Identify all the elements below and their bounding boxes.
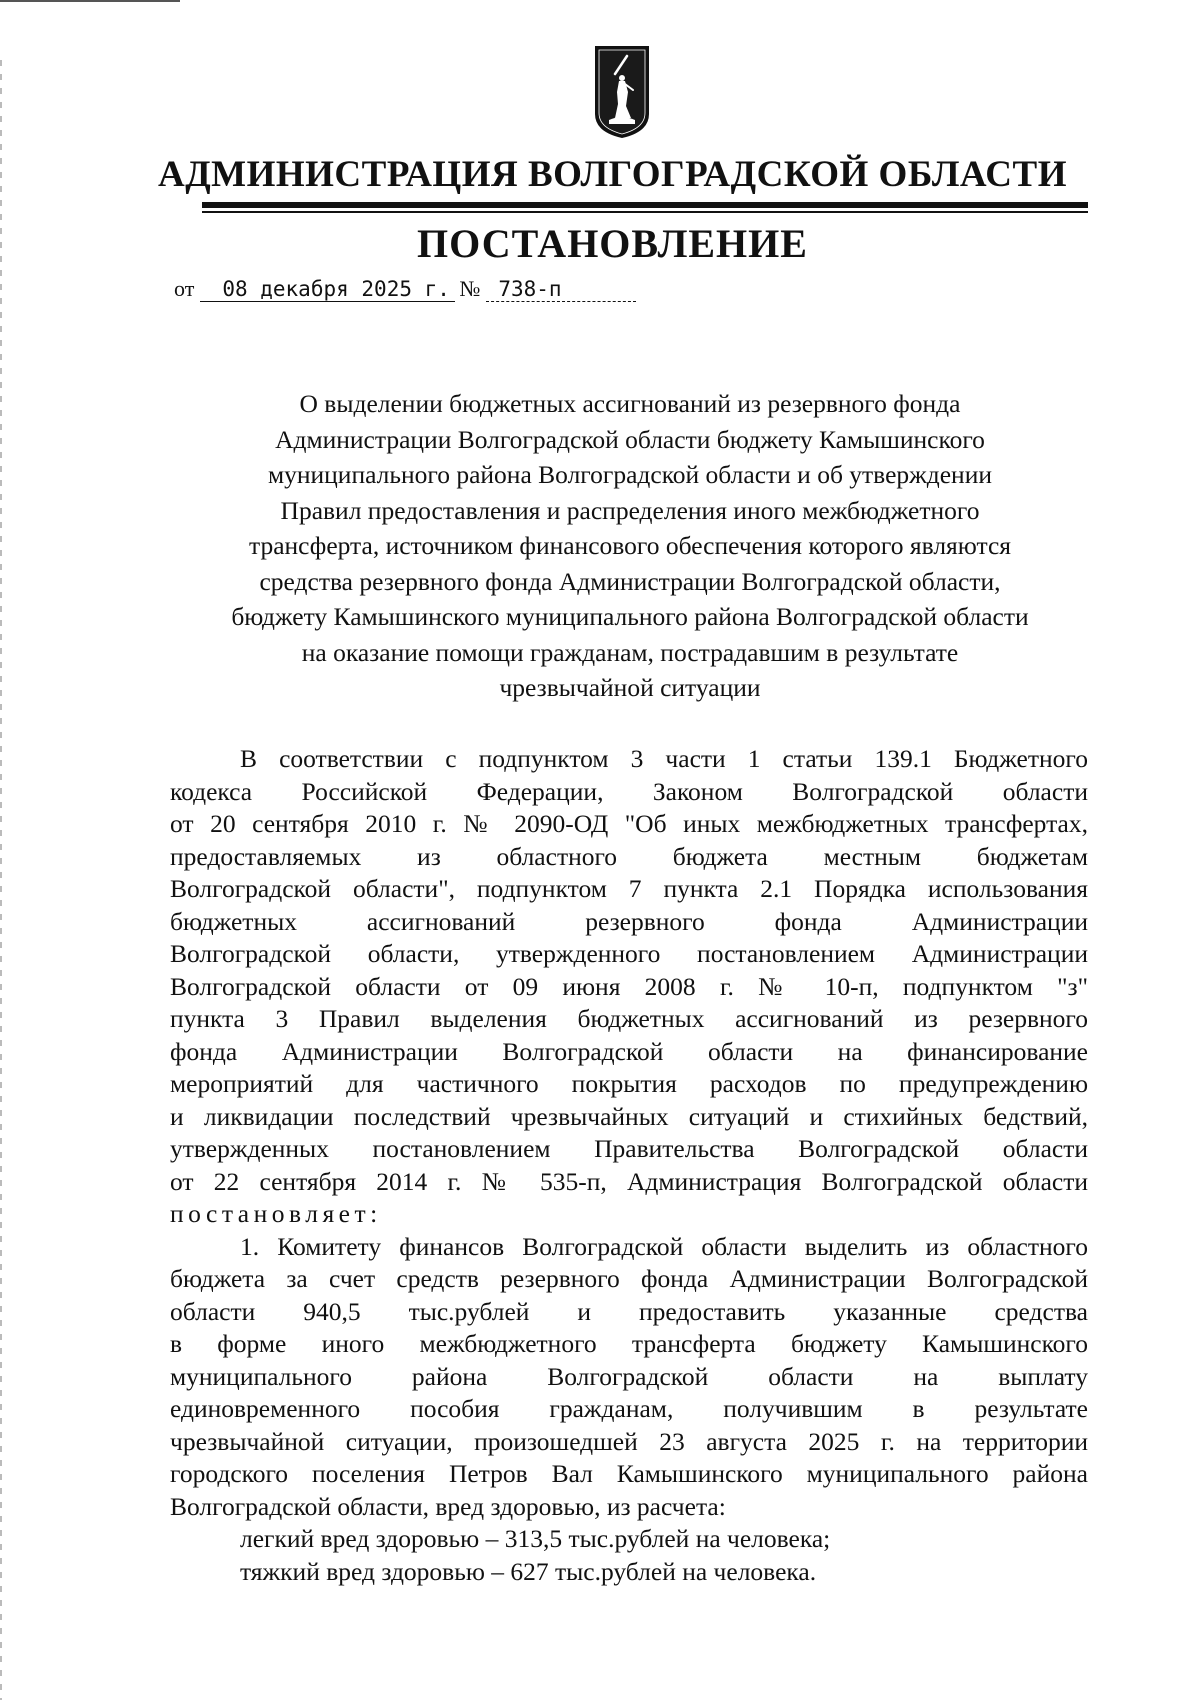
body-line: от 22 сентября 2014 г. № 535-п, Администрация Волгоградской области [170, 1166, 1088, 1196]
document-subject [170, 386, 1070, 706]
body-line: бюджета за счет средств резервного фонда Администрации Волгоградской [170, 1264, 1088, 1293]
document-body [170, 743, 1088, 1588]
scan-artifact-top [0, 0, 180, 2]
body-line: Волгоградской области, утвержденного постановлением Администрации [170, 939, 1088, 968]
header-rule-thin [202, 211, 1088, 213]
body-line: предоставляемых из областного бюджета местным бюджетам [170, 841, 1088, 871]
date-number-line [170, 276, 636, 302]
organization-title: АДМИНИСТРАЦИЯ ВОЛГОГРАДСКОЙ ОБЛАСТИ [157, 154, 1067, 195]
subject-line: бюджету Камышинского муниципального района Волгоградской области [231, 602, 1029, 631]
document-type: ПОСТАНОВЛЕНИЕ [417, 221, 808, 266]
body-line: единовременного пособия гражданам, получившим в результате [170, 1394, 1088, 1423]
body-line: и ликвидации последствий чрезвычайных ситуаций и стихийных бедствий, [170, 1101, 1088, 1131]
body-line: тяжкий вред здоровью – 627 тыс.рублей на человека. [240, 1556, 817, 1586]
body-line: от 20 сентября 2010 г. № 2090-ОД "Об иных межбюджетных трансфертах, [170, 809, 1088, 838]
body-line: в форме иного межбюджетного трансферта бюджету Камышинского [170, 1329, 1088, 1358]
from-label: от [174, 276, 195, 301]
resolves-word: постановляет: [170, 1199, 382, 1228]
subject-line: муниципального района Волгоградской области и об утверждении [267, 460, 992, 489]
body-line: кодекса Российской Федерации, Законом Волгоградской области [170, 776, 1088, 806]
subject-line: чрезвычайной ситуации [499, 673, 761, 702]
body-line: В соответствии с подпунктом 3 части 1 статьи 139.1 Бюджетного [240, 744, 1088, 773]
body-line: Волгоградской области", подпунктом 7 пункта 2.1 Порядка использования [170, 874, 1088, 903]
subject-line: Администрации Волгоградской области бюджету Камышинского [275, 424, 985, 454]
subject-line: О выделении бюджетных ассигнований из резервного фонда [299, 389, 961, 418]
subject-line: на оказание помощи гражданам, пострадавшим в результате [301, 637, 959, 667]
body-line: чрезвычайной ситуации, произошедшей 23 августа 2025 г. на территории [170, 1426, 1088, 1456]
body-line: мероприятий для частичного покрытия расходов по предупреждению [170, 1069, 1088, 1098]
body-line: пункта 3 Правил выделения бюджетных ассигнований из резервного [170, 1004, 1088, 1033]
body-line: легкий вред здоровью – 313,5 тыс.рублей на человека; [240, 1524, 831, 1553]
subject-line: средства резервного фонда Администрации Волгоградской области, [259, 566, 1001, 596]
body-line: Волгоградской области, вред здоровью, из расчета: [170, 1491, 726, 1521]
scan-artifact-left [0, 60, 2, 1700]
body-line: бюджетных ассигнований резервного фонда Администрации [170, 906, 1088, 936]
body-line: утвержденных постановлением Правительства Волгоградской области [170, 1134, 1088, 1163]
body-line: муниципального района Волгоградской области на выплату [170, 1361, 1088, 1391]
subject-line: Правил предоставления и распределения иного межбюджетного [280, 495, 980, 525]
body-line: 1. Комитету финансов Волгоградской области выделить из областного [240, 1231, 1088, 1261]
header-rule-thick [202, 202, 1088, 208]
date-field: 08 декабря 2025 г. [200, 277, 455, 302]
volgograd-motherland-emblem-icon [593, 44, 651, 140]
body-line: Волгоградской области от 09 июня 2008 г. № 10-п, подпунктом "з" [170, 971, 1088, 1001]
number-label: № [459, 276, 481, 301]
subject-line: трансферта, источником финансового обеспечения которого являются [249, 531, 1011, 560]
body-line: области 940,5 тыс.рублей и предоставить указанные средства [170, 1296, 1088, 1326]
number-field: 738-п [486, 277, 636, 302]
body-line: городского поселения Петров Вал Камышинского муниципального района [170, 1459, 1088, 1488]
body-line: фонда Администрации Волгоградской области на финансирование [170, 1036, 1088, 1066]
